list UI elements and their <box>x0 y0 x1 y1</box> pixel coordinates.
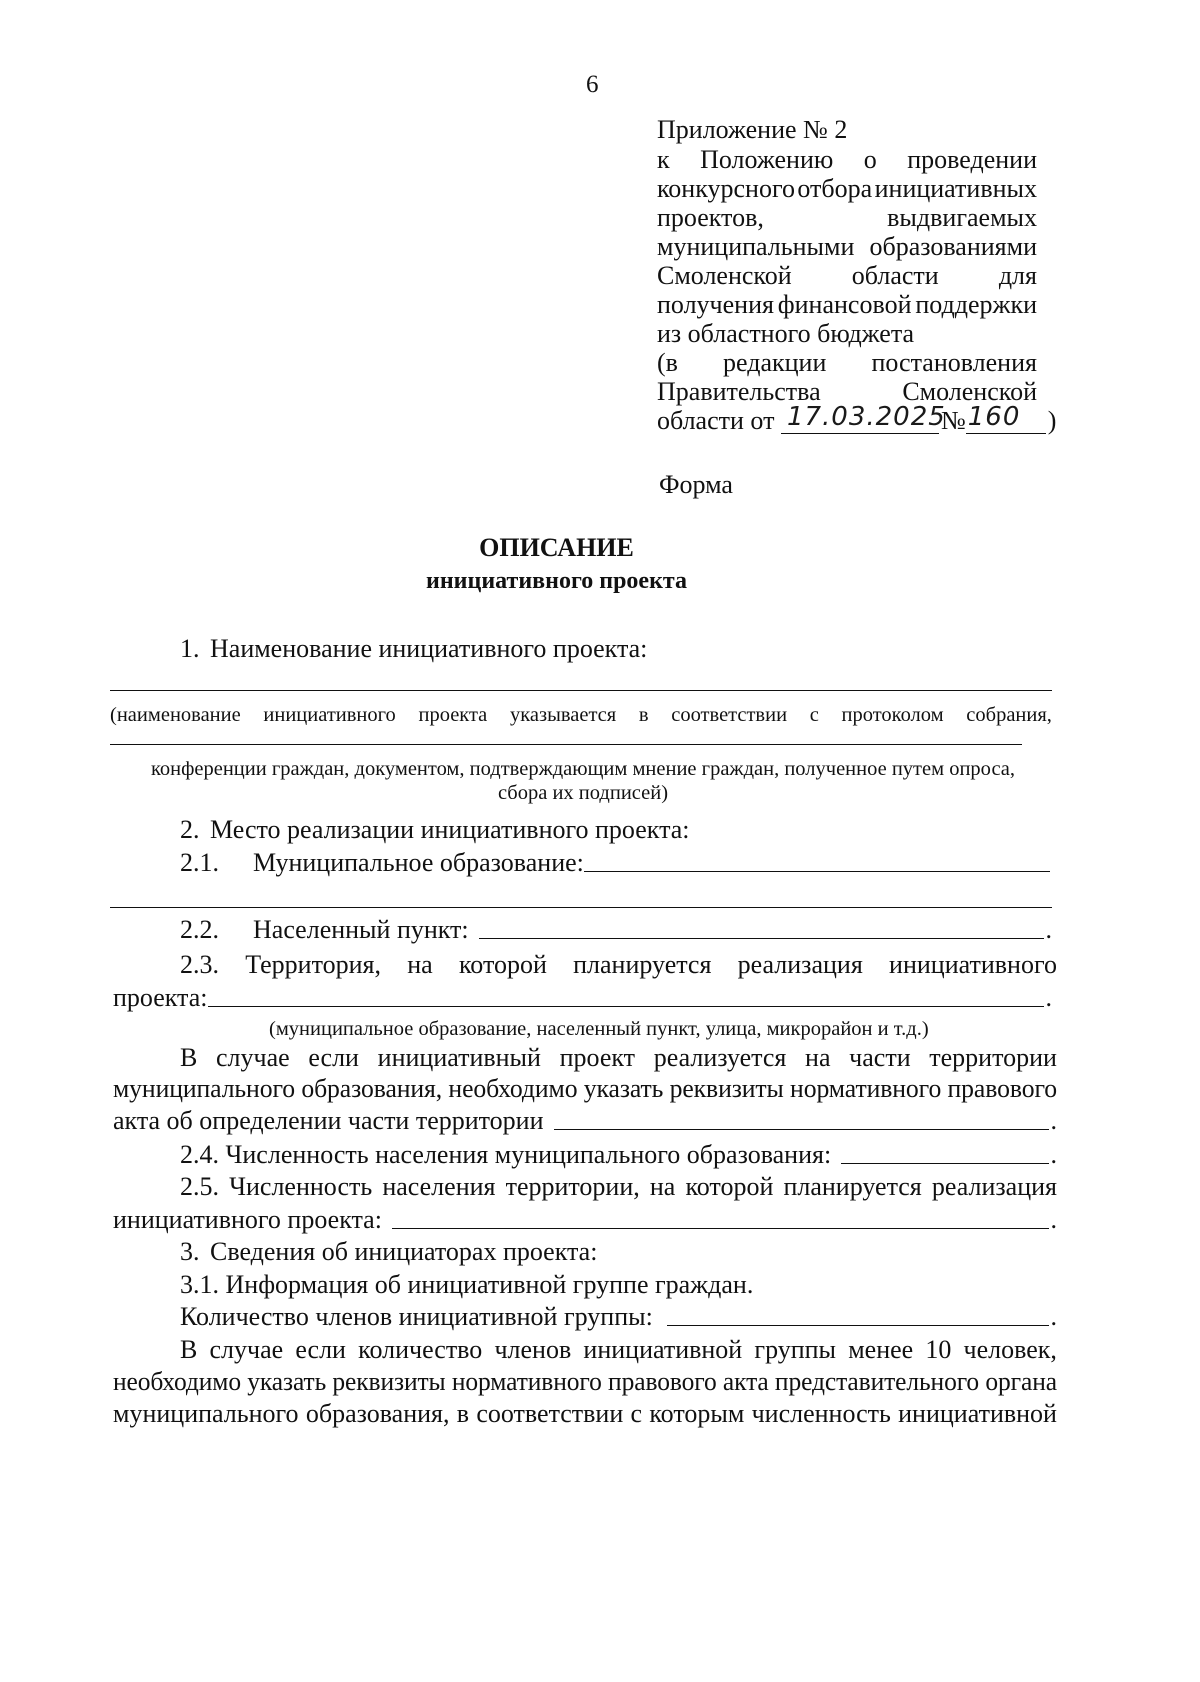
appendix-line-word: проведении <box>907 145 1037 174</box>
section-1-number: 1. <box>180 634 200 663</box>
section-3-number: 3. <box>180 1237 200 1266</box>
group-para-word: случае <box>209 1335 284 1364</box>
period: . <box>1050 1205 1057 1234</box>
group-para-word: 10 <box>925 1335 952 1364</box>
group-para-word: В <box>180 1335 198 1364</box>
members-count-field[interactable] <box>667 1325 1049 1326</box>
group-para-word: инициативной <box>583 1335 743 1364</box>
document-title: ОПИСАНИЕ <box>479 533 634 562</box>
members-label: Количество членов инициативной группы: <box>180 1302 653 1331</box>
appendix-line-word: о <box>863 145 877 174</box>
section-2-5-word: реализация <box>931 1172 1057 1201</box>
date-handwritten: 17.03.2025 <box>786 402 946 432</box>
number-handwritten: 160 <box>967 402 1021 432</box>
section-2-1-label: Муниципальное образование: <box>253 848 584 877</box>
section-3-heading <box>180 1237 597 1267</box>
group-para-word: которым <box>649 1399 745 1428</box>
document-subtitle: инициативного проекта <box>426 568 687 594</box>
number-underline <box>966 433 1046 434</box>
section-1-heading <box>180 634 647 664</box>
section-3-1-label: 3.1. Информация об инициативной группе граждан. <box>180 1270 754 1299</box>
section-2-5-word: населения <box>382 1172 496 1201</box>
project-name-field-2[interactable] <box>110 744 1022 745</box>
appendix-line-word: выдвигаемых <box>887 203 1037 232</box>
project-name-note-word: протоколом <box>841 704 944 726</box>
edition-line-word: Правительства <box>657 377 821 406</box>
appendix-line-word: поддержки <box>915 290 1037 319</box>
section-1-label: Наименование инициативного проекта: <box>210 634 648 663</box>
section-2-5-cont: инициативного проекта: <box>113 1205 382 1234</box>
section-2-1-number: 2.1. <box>180 848 219 877</box>
section-2-heading <box>180 815 690 845</box>
appendix-date-line <box>657 402 1057 440</box>
page-number: 6 <box>586 71 599 98</box>
section-2-5-word: территории, <box>505 1172 640 1201</box>
section-2-3-word: на <box>407 950 433 979</box>
section-3-label: Сведения об инициаторах проекта: <box>210 1237 598 1266</box>
group-para-word: менее <box>848 1335 914 1364</box>
section-2-4-row <box>180 1140 1057 1170</box>
section-2-5-line <box>180 1172 1057 1202</box>
group-para-word: инициативной <box>898 1399 1057 1428</box>
section-2-5-word: на <box>649 1172 676 1201</box>
section-2-5-word: планируется <box>783 1172 922 1201</box>
section-2-3-word: 2.3. <box>180 950 219 979</box>
section-2-2-row <box>180 915 1052 945</box>
project-name-note-word: проекта <box>418 704 488 726</box>
edition-line-word: постановления <box>871 348 1037 377</box>
territory-note: (муниципальное образование, населенный пункт, улица, микрорайон и т.д.) <box>269 1018 929 1040</box>
project-name-note-word: собрания, <box>966 704 1052 726</box>
number-field <box>966 402 1046 436</box>
project-name-note-word: указывается <box>509 704 617 726</box>
section-2-3-line <box>180 950 1057 980</box>
section-2-3-word: Территория, <box>245 950 381 979</box>
appendix-line-word: образованиями <box>869 232 1037 261</box>
section-2-label: Место реализации инициативного проекта: <box>210 815 690 844</box>
territory-part-para-3-row <box>113 1106 1057 1136</box>
period: . <box>1050 1302 1057 1331</box>
project-name-field[interactable] <box>110 690 1052 691</box>
edition-line-word: Смоленской <box>902 377 1037 406</box>
municipality-field-2[interactable] <box>110 907 1052 908</box>
appendix-line-word: конкурсного <box>657 174 795 203</box>
period: . <box>1050 1140 1057 1169</box>
appendix-line-word: для <box>998 261 1037 290</box>
appendix-budget-line: из областного бюджета <box>657 319 915 348</box>
appendix-line <box>657 145 1037 175</box>
territory-part-para-2: муниципального образования, необходимо указать реквизиты нормативного правового <box>113 1074 1058 1103</box>
group-para-word: с <box>630 1399 643 1428</box>
appendix-line-word: области <box>851 261 939 290</box>
project-name-note-2: конференции граждан, документом, подтверждающим мнение граждан, полученное путем опроса, <box>150 758 1016 780</box>
group-para-2: необходимо указать реквизиты нормативного правового акта представительного органа <box>113 1367 1057 1396</box>
settlement-field[interactable] <box>479 938 1044 939</box>
group-para-word: если <box>295 1335 346 1364</box>
date-field <box>781 402 946 436</box>
form-label: Форма <box>659 470 733 499</box>
territory-part-para-1 <box>180 1043 1057 1073</box>
project-name-note-word: инициативного <box>263 704 396 726</box>
section-2-3-word: которой <box>458 950 547 979</box>
appendix-line-word: Положению <box>700 145 834 174</box>
section-2-number: 2. <box>180 815 200 844</box>
project-name-note-word: в <box>638 704 649 726</box>
territory-part-word: территории <box>929 1043 1057 1072</box>
municipality-population-field[interactable] <box>841 1163 1048 1164</box>
section-2-5-word: которой <box>685 1172 774 1201</box>
number-sign: № <box>940 406 966 435</box>
appendix-line <box>657 290 1037 320</box>
group-para-word: человек, <box>963 1335 1057 1364</box>
date-underline <box>781 433 939 434</box>
appendix-line-word: муниципальными <box>657 232 855 261</box>
territory-part-para-3: акта об определении части территории <box>113 1106 544 1135</box>
territory-part-word: реализуется <box>653 1043 787 1072</box>
appendix-line-word: к <box>657 145 670 174</box>
date-prefix: области от <box>657 406 775 435</box>
group-para-word: соответствии <box>476 1399 624 1428</box>
territory-part-word: В <box>180 1043 198 1072</box>
territory-part-word: на <box>805 1043 831 1072</box>
project-name-note-1 <box>110 702 1052 728</box>
edition-line <box>657 348 1037 378</box>
section-2-5-word: Численность <box>229 1172 373 1201</box>
section-2-5-cont-row <box>113 1205 1057 1235</box>
appendix-line-word: финансовой <box>777 290 912 319</box>
group-para-word: членов <box>494 1335 572 1364</box>
appendix-line-word: проектов, <box>657 203 764 232</box>
appendix-line <box>657 174 1037 204</box>
territory-field[interactable] <box>208 1006 1044 1007</box>
section-2-2-label: Населенный пункт: <box>253 915 469 944</box>
appendix-title: Приложение № 2 <box>657 115 848 144</box>
group-para-3 <box>113 1399 1057 1429</box>
section-2-3-word: реализация <box>737 950 863 979</box>
project-name-note-word: с <box>809 704 819 726</box>
appendix-line-word: получения <box>657 290 774 319</box>
territory-part-word: части <box>849 1043 911 1072</box>
group-para-word: муниципального <box>113 1399 299 1428</box>
section-2-5-word: 2.5. <box>180 1172 219 1201</box>
group-para-word: численность <box>751 1399 891 1428</box>
appendix-line <box>657 232 1037 262</box>
project-name-note-word: соответствии <box>671 704 788 726</box>
close-paren: ) <box>1047 406 1057 435</box>
group-para-word: группы <box>754 1335 837 1364</box>
appendix-line-word: отбора <box>797 174 873 203</box>
section-2-3-cont-row <box>113 983 1052 1013</box>
group-para-word: в <box>456 1399 470 1428</box>
project-name-note-3: сбора их подписей) <box>497 782 669 804</box>
section-2-3-word: планируется <box>573 950 712 979</box>
edition-line-word: редакции <box>723 348 827 377</box>
appendix-line-word: Смоленской <box>657 261 792 290</box>
group-para-1 <box>180 1335 1057 1365</box>
territory-part-word: если <box>308 1043 359 1072</box>
period: . <box>1045 915 1052 944</box>
members-row <box>180 1302 1057 1332</box>
project-name-note-word: (наименование <box>110 704 241 726</box>
appendix-line <box>657 261 1037 291</box>
territory-part-word: инициативный <box>377 1043 541 1072</box>
edition-line-word: (в <box>657 348 678 377</box>
appendix-line <box>657 203 1037 233</box>
territory-population-field[interactable] <box>392 1228 1049 1229</box>
territory-part-word: случае <box>216 1043 290 1072</box>
appendix-line-word: инициативных <box>874 174 1037 203</box>
territory-part-field[interactable] <box>554 1129 1049 1130</box>
municipality-field[interactable] <box>584 871 1050 872</box>
group-para-word: количество <box>358 1335 483 1364</box>
section-2-1-row <box>180 848 1052 878</box>
period: . <box>1045 983 1052 1012</box>
section-2-4-label: 2.4. Численность населения муниципального образования: <box>180 1140 832 1169</box>
territory-part-word: проект <box>559 1043 636 1072</box>
section-2-3-cont: проекта: <box>113 983 208 1012</box>
period: . <box>1050 1106 1057 1135</box>
section-2-2-number: 2.2. <box>180 915 219 944</box>
section-2-3-word: инициативного <box>889 950 1057 979</box>
group-para-word: образования, <box>305 1399 450 1428</box>
